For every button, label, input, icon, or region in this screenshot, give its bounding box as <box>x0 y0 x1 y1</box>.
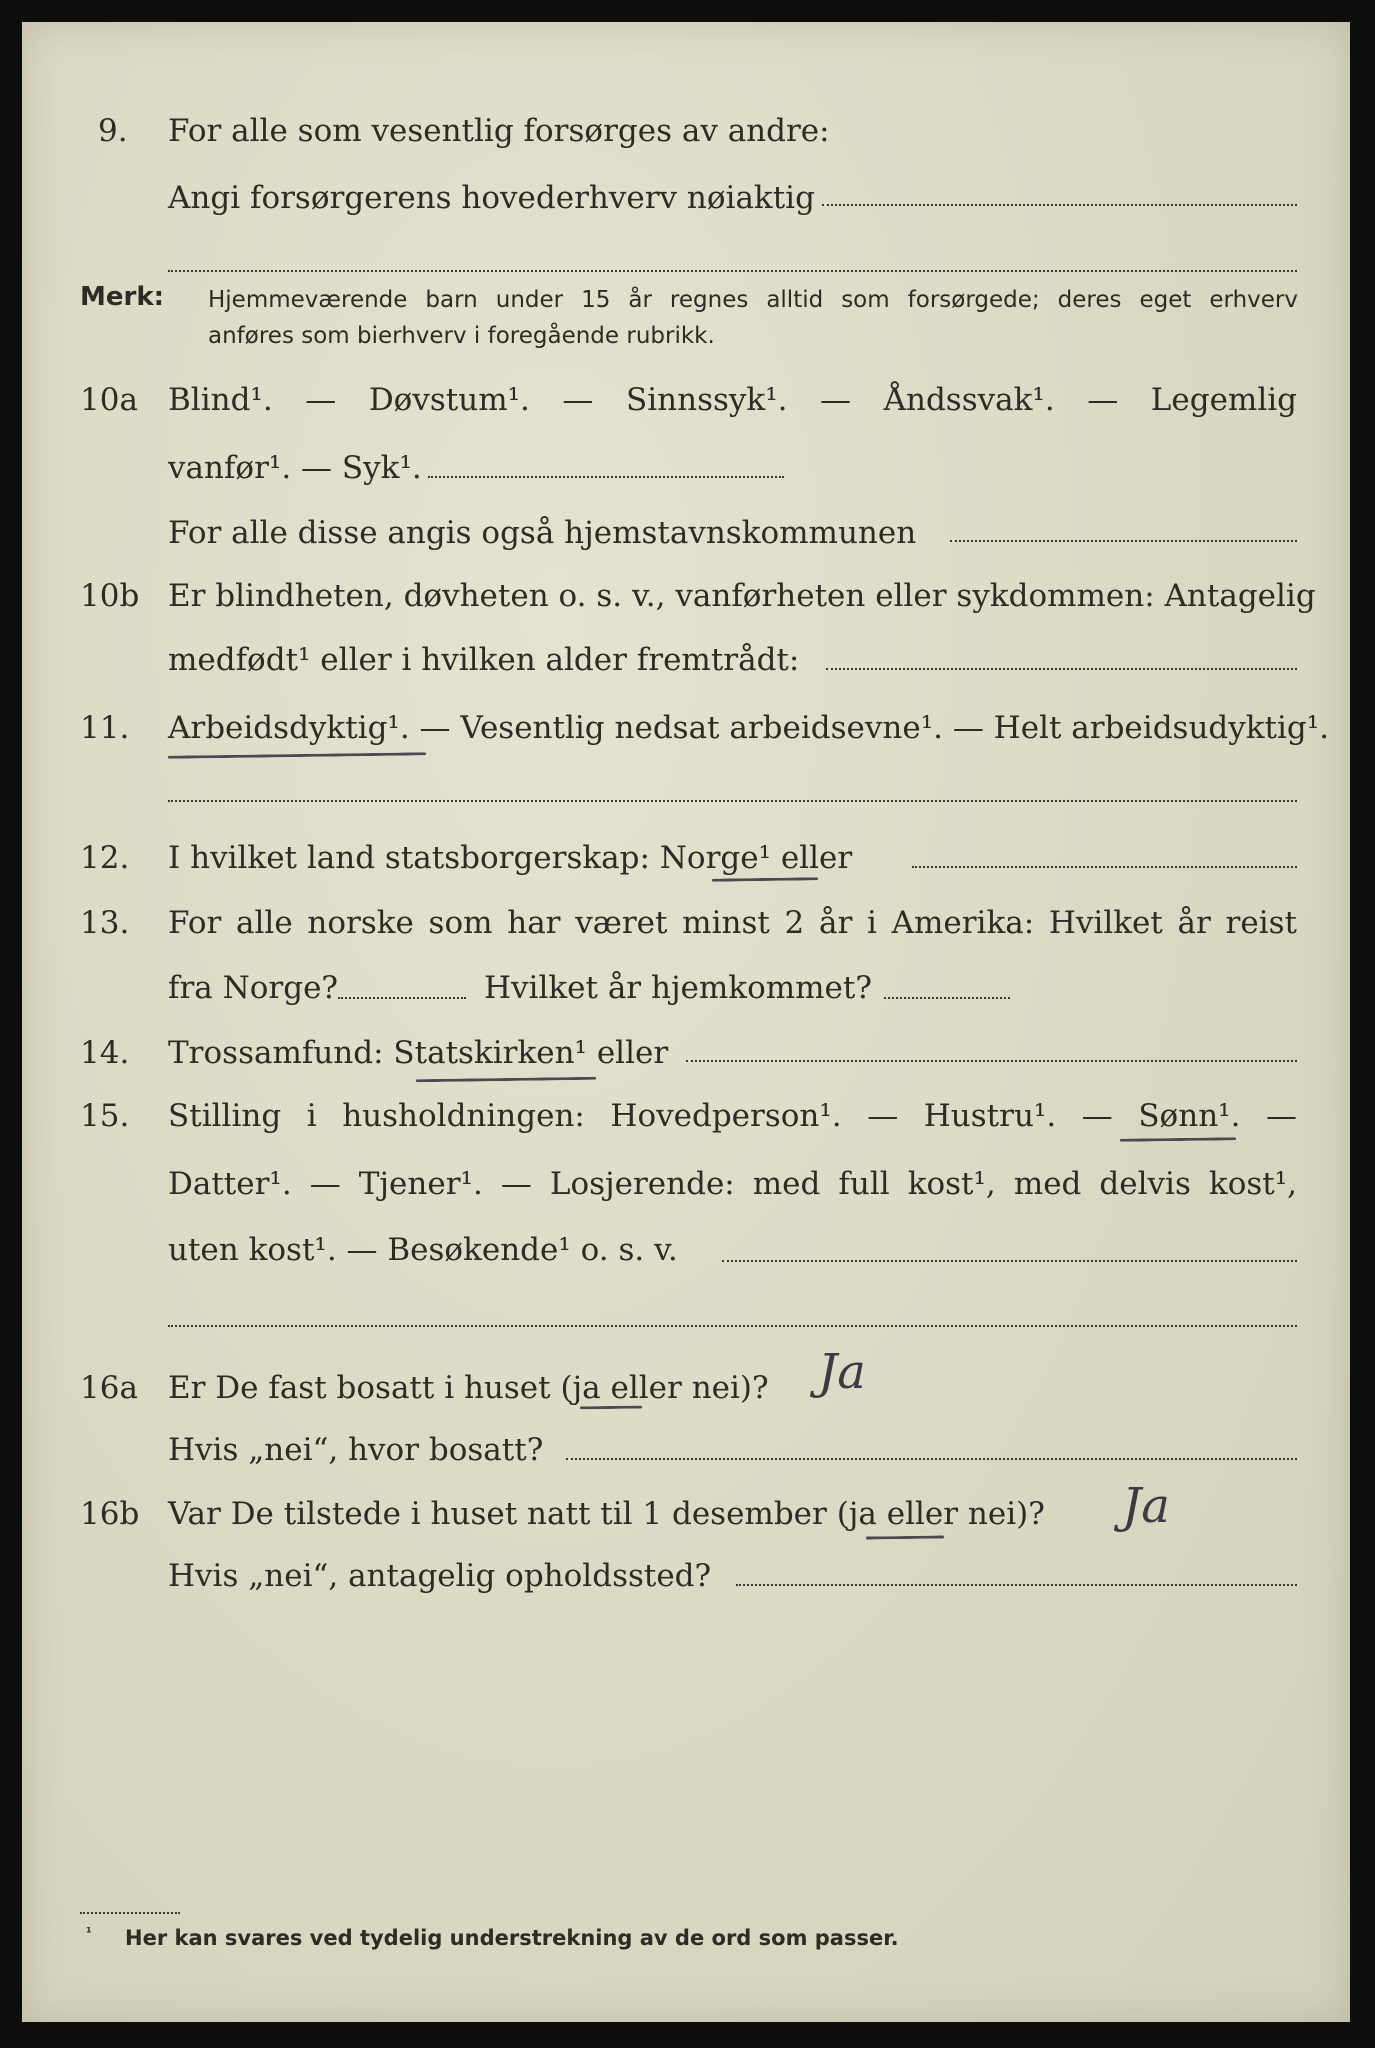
q9-row-1 <box>0 103 1375 159</box>
q14-number: 14. <box>80 1035 130 1071</box>
q16b-text-2: Hvis „nei“, antagelig opholdssted? <box>168 1558 712 1594</box>
q9-answer-line-2[interactable] <box>168 270 1297 272</box>
merk-note <box>208 282 1298 354</box>
q12-row-1 <box>0 830 1375 886</box>
q10b-row-1 <box>0 568 1375 624</box>
q14-text-1: Trossamfund: Statskirken¹ eller <box>168 1035 669 1071</box>
q14-answer-line[interactable] <box>686 1060 1297 1062</box>
q10a-row-2 <box>0 440 1375 496</box>
q10b-answer-line[interactable] <box>826 668 1297 670</box>
q16a-text-2: Hvis „nei“, hvor bosatt? <box>168 1432 544 1468</box>
q15-answer-line-2[interactable] <box>168 1325 1297 1327</box>
q12-number: 12. <box>80 840 130 876</box>
q16b-row-2 <box>0 1548 1375 1604</box>
q13-row-1 <box>0 895 1375 951</box>
q10b-text-2: medfødt¹ eller i hvilken alder fremtrådt: <box>168 642 800 678</box>
q10a-syk-answer-line[interactable] <box>428 476 784 478</box>
q16a-text-1: Er De fast bosatt i huset (ja eller nei)? <box>168 1370 769 1406</box>
q15-text-1: Stilling i husholdningen: Hovedperson¹. — Hustru¹. — Sønn¹. — <box>168 1098 1297 1134</box>
q16a-row-1 <box>0 1360 1375 1416</box>
q10a-text-3: For alle disse angis også hjemstavnskommunen <box>168 515 917 551</box>
q16a-number: 16a <box>80 1370 138 1406</box>
q16b-answer-line[interactable] <box>736 1584 1297 1586</box>
q16b-number: 16b <box>80 1496 140 1532</box>
q15-text-3: uten kost¹. — Besøkende¹ o. s. v. <box>168 1232 678 1268</box>
q15-row-2 <box>0 1156 1375 1212</box>
q16a-answer-line[interactable] <box>566 1458 1297 1460</box>
q11-row-1 <box>0 700 1375 756</box>
q14-row-1 <box>0 1025 1375 1081</box>
q9-row-2 <box>0 170 1375 226</box>
q13-text-1: For alle norske som har været minst 2 år i Amerika: Hvilket år reist <box>168 905 1297 941</box>
footnote <box>86 1926 899 1950</box>
q10a-row-3 <box>0 505 1375 561</box>
q13-row-2 <box>0 960 1375 1016</box>
footnote-mark: ¹ <box>86 1926 92 1941</box>
q15-row-3 <box>0 1222 1375 1278</box>
footnote-text: Her kan svares ved tydelig understrekning av de ord som passer. <box>125 1926 899 1950</box>
q15-row-1 <box>0 1088 1375 1144</box>
q11-answer-line[interactable] <box>168 800 1297 802</box>
merk-label: Merk: <box>80 282 165 312</box>
q13-number: 13. <box>80 905 130 941</box>
q11-text-1: Arbeidsdyktig¹. — Vesentlig nedsat arbeidsevne¹. — Helt arbeidsudyktig¹. <box>168 710 1330 746</box>
q10b-text-1: Er blindheten, døvheten o. s. v., vanførheten eller sykdommen: Antagelig <box>168 578 1316 614</box>
q10b-row-2 <box>0 632 1375 688</box>
q10a-kommune-answer-line[interactable] <box>950 540 1297 542</box>
q13-text-2a: fra Norge? <box>168 970 339 1006</box>
q9-number: 9. <box>98 113 128 149</box>
q10a-row-1 <box>0 372 1375 428</box>
merk-text-1: Hjemmeværende barn under 15 år regnes alltid som forsørgede; deres eget erhverv <box>208 287 1298 313</box>
q15-number: 15. <box>80 1098 130 1134</box>
q9-text-2: Angi forsørgerens hovederhverv nøiaktig <box>168 180 815 216</box>
q10a-number: 10a <box>80 382 138 418</box>
q16a-handwritten-answer: Ja <box>818 1344 866 1400</box>
q13-text-2b: Hvilket år hjemkommet? <box>484 970 872 1006</box>
q12-text-1: I hvilket land statsborgerskap: Norge¹ eller <box>168 840 853 876</box>
q10a-text-2: vanfør¹. — Syk¹. <box>168 450 422 486</box>
q11-number: 11. <box>80 710 130 746</box>
q12-answer-line[interactable] <box>912 866 1297 868</box>
q9-text-1: For alle som vesentlig forsørges av andre: <box>168 113 830 149</box>
q10b-number: 10b <box>80 578 140 614</box>
merk-text-2: anføres som bierhverv i foregående rubrikk. <box>208 323 715 349</box>
q16b-text-1: Var De tilstede i huset natt til 1 desember (ja eller nei)? <box>168 1496 1045 1532</box>
q13-hjemkommet-answer-line[interactable] <box>884 997 1010 999</box>
q15-text-2: Datter¹. — Tjener¹. — Losjerende: med full kost¹, med delvis kost¹, <box>168 1166 1297 1202</box>
footnote-rule <box>80 1912 180 1914</box>
q9-answer-line[interactable] <box>822 204 1297 206</box>
q16b-handwritten-answer: Ja <box>1122 1478 1170 1534</box>
q10a-text-1: Blind¹. — Døvstum¹. — Sinnssyk¹. — Åndssvak¹. — Legemlig <box>168 382 1297 418</box>
q13-reist-answer-line[interactable] <box>338 997 466 999</box>
q15-answer-line[interactable] <box>722 1260 1297 1262</box>
q16a-row-2 <box>0 1422 1375 1478</box>
